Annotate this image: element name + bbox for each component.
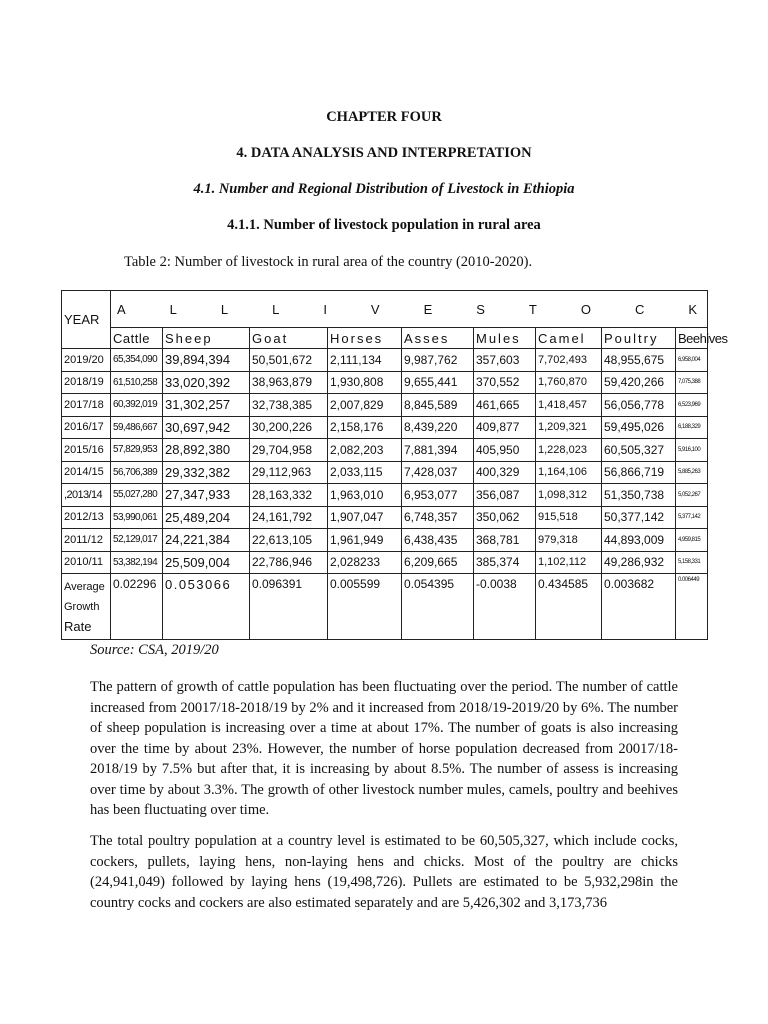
value-cell-beehives: 6,958,004 [676, 349, 708, 372]
column-header-camel: Camel [536, 328, 602, 349]
value-cell-camel: 1,209,321 [536, 416, 602, 439]
value-cell-horses: 2,007,829 [328, 394, 402, 417]
value-cell-goat: 22,786,946 [250, 551, 328, 574]
table-row [62, 371, 708, 394]
table-row [62, 506, 708, 529]
growth-rate-goat: 0.096391 [250, 574, 328, 640]
group-header-letter: C [634, 301, 649, 317]
value-cell-goat: 32,738,385 [250, 394, 328, 417]
table-row [62, 461, 708, 484]
value-cell-poultry: 50,377,142 [602, 506, 676, 529]
year-cell: 2019/20 [62, 349, 111, 372]
value-cell-asses: 6,209,665 [402, 551, 474, 574]
value-cell-horses: 1,961,949 [328, 529, 402, 552]
group-header-letter: V [370, 301, 384, 317]
value-cell-sheep: 30,697,942 [163, 416, 250, 439]
value-cell-asses: 9,655,441 [402, 371, 474, 394]
value-cell-horses: 2,158,176 [328, 416, 402, 439]
value-cell-camel: 1,760,870 [536, 371, 602, 394]
value-cell-camel: 1,418,457 [536, 394, 602, 417]
year-cell: ,2013/14 [62, 484, 111, 507]
column-header-mules: Mules [474, 328, 536, 349]
group-header-letter: S [476, 301, 489, 317]
value-cell-sheep: 28,892,380 [163, 439, 250, 462]
all-livestock-header [111, 291, 708, 328]
year-cell: 2016/17 [62, 416, 111, 439]
value-cell-mules: 400,329 [474, 461, 536, 484]
value-cell-camel: 7,702,493 [536, 349, 602, 372]
group-header-letter: L [169, 301, 181, 317]
value-cell-goat: 30,200,226 [250, 416, 328, 439]
value-cell-camel: 1,164,106 [536, 461, 602, 484]
column-header-beehives: Beehives [676, 328, 708, 349]
value-cell-asses: 6,438,435 [402, 529, 474, 552]
value-cell-horses: 2,028233 [328, 551, 402, 574]
year-cell: 2018/19 [62, 371, 111, 394]
value-cell-sheep: 27,347,933 [163, 484, 250, 507]
value-cell-horses: 2,111,134 [328, 349, 402, 372]
value-cell-mules: 370,552 [474, 371, 536, 394]
value-cell-poultry: 51,350,738 [602, 484, 676, 507]
value-cell-cattle: 65,354,090 [111, 349, 163, 372]
subsection-heading: 4.1. Number and Regional Distribution of Livestock in Ethiopia [193, 181, 575, 197]
value-cell-mules: 350,062 [474, 506, 536, 529]
table-row [62, 394, 708, 417]
value-cell-sheep: 25,489,204 [163, 506, 250, 529]
value-cell-horses: 1,963,010 [328, 484, 402, 507]
value-cell-goat: 29,112,963 [250, 461, 328, 484]
value-cell-asses: 8,439,220 [402, 416, 474, 439]
column-header-cattle: Cattle [111, 328, 163, 349]
growth-rate-mules: -0.0038 [474, 574, 536, 640]
value-cell-poultry: 60,505,327 [602, 439, 676, 462]
value-cell-goat: 28,163,332 [250, 484, 328, 507]
table-row [62, 349, 708, 372]
year-cell: 2010/11 [62, 551, 111, 574]
value-cell-goat: 38,963,879 [250, 371, 328, 394]
value-cell-cattle: 61,510,258 [111, 371, 163, 394]
value-cell-beehives: 7,075,388 [676, 371, 708, 394]
value-cell-horses: 2,082,203 [328, 439, 402, 462]
value-cell-beehives: 5,916,100 [676, 439, 708, 462]
value-cell-mules: 356,087 [474, 484, 536, 507]
table-source: Source: CSA, 2019/20 [90, 642, 219, 658]
value-cell-poultry: 56,866,719 [602, 461, 676, 484]
value-cell-beehives: 4,959,815 [676, 529, 708, 552]
growth-rate-beehives: 0.006449 [676, 574, 708, 640]
year-cell: 2012/13 [62, 506, 111, 529]
value-cell-mules: 461,665 [474, 394, 536, 417]
group-header-letter: E [423, 301, 437, 317]
section-heading: 4. DATA ANALYSIS AND INTERPRETATION [236, 145, 532, 161]
value-cell-poultry: 59,420,266 [602, 371, 676, 394]
value-cell-asses: 7,428,037 [402, 461, 474, 484]
paragraph-poultry-population: The total poultry population at a country level is estimated to be 60,505,327, which include cocks, cockers, pullets, laying hens, non-laying hens and chicks. Most of the poultry are chicks (24,941,049) followed by laying hens (19,498,726). Pullets are estimated to be 5,932,298in the country cocks and cockers are also estimated separately and are 5,426,302 and 3,173,736 [90, 833, 678, 911]
column-header-goat: Goat [250, 328, 328, 349]
group-header-letter: K [688, 301, 701, 317]
year-header: YEAR [62, 291, 111, 349]
table-row [62, 439, 708, 462]
value-cell-sheep: 29,332,382 [163, 461, 250, 484]
livestock-table [61, 290, 728, 640]
value-cell-asses: 6,953,077 [402, 484, 474, 507]
value-cell-mules: 368,781 [474, 529, 536, 552]
value-cell-goat: 29,704,958 [250, 439, 328, 462]
column-header-poultry: Poultry [602, 328, 676, 349]
table-row [62, 551, 708, 574]
value-cell-camel: 915,518 [536, 506, 602, 529]
value-cell-asses: 6,748,357 [402, 506, 474, 529]
value-cell-asses: 9,987,762 [402, 349, 474, 372]
value-cell-beehives: 6,188,329 [676, 416, 708, 439]
growth-rate-sheep: 0.053066 [163, 574, 250, 640]
growth-rate-label [62, 574, 111, 640]
value-cell-beehives: 5,052,267 [676, 484, 708, 507]
value-cell-horses: 1,930,808 [328, 371, 402, 394]
value-cell-cattle: 57,829,953 [111, 439, 163, 462]
value-cell-goat: 50,501,672 [250, 349, 328, 372]
table-row [62, 416, 708, 439]
growth-rate-cattle: 0.02296 [111, 574, 163, 640]
year-cell: 2014/15 [62, 461, 111, 484]
group-header-letter: L [220, 301, 233, 317]
value-cell-cattle: 53,382,194 [111, 551, 163, 574]
growth-rate-poultry: 0.003682 [602, 574, 676, 640]
group-header-letter: A [117, 301, 130, 317]
growth-rate-horses: 0.005599 [328, 574, 402, 640]
year-cell: 2011/12 [62, 529, 111, 552]
group-header-letter: O [580, 301, 595, 317]
chapter-heading: CHAPTER FOUR [326, 109, 442, 125]
value-cell-poultry: 48,955,675 [602, 349, 676, 372]
growth-rate-row [62, 574, 708, 640]
subsubsection-heading: 4.1.1. Number of livestock population in rural area [227, 217, 541, 233]
growth-rate-asses: 0.054395 [402, 574, 474, 640]
value-cell-cattle: 56,706,389 [111, 461, 163, 484]
growth-rate-camel: 0.434585 [536, 574, 602, 640]
paragraph-cattle-growth: The pattern of growth of cattle population has been fluctuating over the period. The number of cattle increased from 20017/18-2018/19 by 2% and it increased from 2018/19-2019/20 by 6%. The number of sheep population is increasing over a time at about 17%. The number of goats is also increasing over the time by about 23%. However, the number of horse population decreased from 20017/18-2018/19 by 7.5% but after that, it is increasing by about 8.5%. The number of assess is increasing over time by about 3.3%. The growth of other livestock number mules, camels, poultry and beehives has been fluctuating over time. [90, 679, 678, 818]
value-cell-camel: 1,228,023 [536, 439, 602, 462]
year-cell: 2017/18 [62, 394, 111, 417]
column-header-horses: Horses [328, 328, 402, 349]
value-cell-poultry: 44,893,009 [602, 529, 676, 552]
value-cell-cattle: 59,486,667 [111, 416, 163, 439]
value-cell-mules: 357,603 [474, 349, 536, 372]
value-cell-mules: 409,877 [474, 416, 536, 439]
value-cell-camel: 1,102,112 [536, 551, 602, 574]
group-header-letter: I [323, 301, 331, 317]
column-header-asses: Asses [402, 328, 474, 349]
value-cell-cattle: 52,129,017 [111, 529, 163, 552]
value-cell-asses: 7,881,394 [402, 439, 474, 462]
value-cell-asses: 8,845,589 [402, 394, 474, 417]
table-row [62, 529, 708, 552]
group-header-letter: T [528, 301, 541, 317]
value-cell-mules: 385,374 [474, 551, 536, 574]
value-cell-sheep: 33,020,392 [163, 371, 250, 394]
growth-label-line: Average [64, 581, 105, 593]
value-cell-sheep: 39,894,394 [163, 349, 250, 372]
value-cell-camel: 1,098,312 [536, 484, 602, 507]
table-row [62, 484, 708, 507]
value-cell-horses: 1,907,047 [328, 506, 402, 529]
value-cell-cattle: 60,392,019 [111, 394, 163, 417]
value-cell-beehives: 6,523,969 [676, 394, 708, 417]
group-header-letter: L [272, 301, 284, 317]
value-cell-horses: 2,033,115 [328, 461, 402, 484]
growth-label-line: Rate [64, 619, 92, 634]
value-cell-cattle: 53,990,061 [111, 506, 163, 529]
table-caption: Table 2: Number of livestock in rural area of the country (2010-2020). [124, 254, 533, 270]
column-header-sheep: Sheep [163, 328, 250, 349]
value-cell-goat: 24,161,792 [250, 506, 328, 529]
value-cell-poultry: 49,286,932 [602, 551, 676, 574]
year-cell: 2015/16 [62, 439, 111, 462]
value-cell-poultry: 56,056,778 [602, 394, 676, 417]
value-cell-sheep: 31,302,257 [163, 394, 250, 417]
growth-label-line: Growth [64, 601, 100, 613]
value-cell-sheep: 25,509,004 [163, 551, 250, 574]
value-cell-mules: 405,950 [474, 439, 536, 462]
value-cell-beehives: 5,885,263 [676, 461, 708, 484]
value-cell-goat: 22,613,105 [250, 529, 328, 552]
value-cell-beehives: 5,158,331 [676, 551, 708, 574]
value-cell-sheep: 24,221,384 [163, 529, 250, 552]
value-cell-camel: 979,318 [536, 529, 602, 552]
value-cell-beehives: 5,377,142 [676, 506, 708, 529]
value-cell-cattle: 55,027,280 [111, 484, 163, 507]
value-cell-poultry: 59,495,026 [602, 416, 676, 439]
